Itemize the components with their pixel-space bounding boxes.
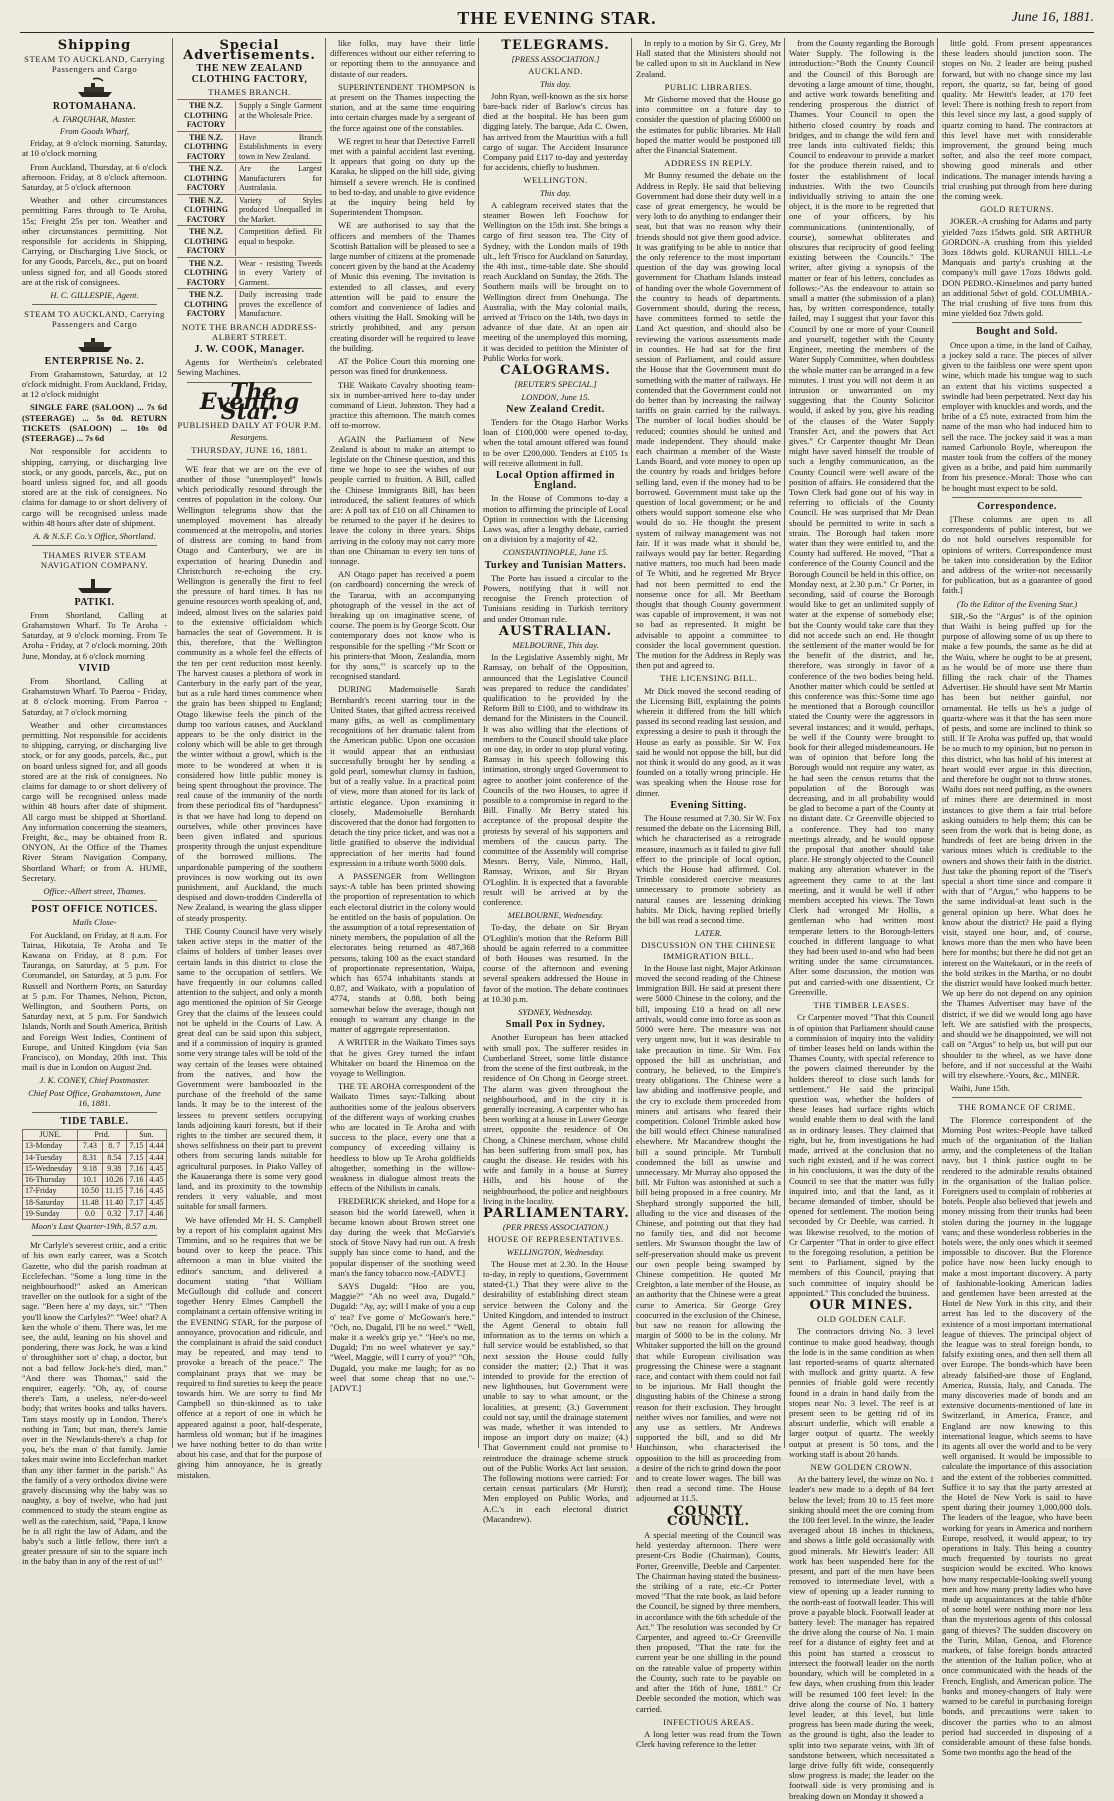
news-paragraph: A WRITER in the Waikato Times says that he gives Grey turned the infant Whitaker on board the Hinemoa on the voyage to Wellington.	[330, 1037, 475, 1078]
tide-table	[22, 1129, 167, 1220]
letter-address: (To the Editor of the Evening Star.)	[956, 598, 1078, 609]
news-paragraph: The contractors driving No. 3 level continue to make good headway, though the lode is in the same condition as when last reported-seams of quartz alternated with mullock and gritty quartz. A few pennies of friable gold were recently found in a drain in hand daily from the stopes near No. 3 level. The reef is at present seen to be getting rid of its abscurt underlie, which will enable a larger output of quartz. The weekly output at present is 50 tons, and the working staff is about 20 hands.	[789, 1326, 934, 1459]
dateline-time: WELLINGTON, Wednesday.	[506, 1246, 605, 1257]
ad-row	[177, 194, 322, 226]
tide-cell: 7.15	[126, 1152, 146, 1163]
news-headline: New Zealand Credit.	[506, 403, 605, 415]
dateline-place: WELLINGTON.	[523, 175, 588, 186]
tide-cell: 4.46	[146, 1208, 166, 1219]
news-paragraph: WE are authorised to say that the officers and members of the Thames Scottish Battalion will be pleased to see a large number of citizens at the promenade concert given by the band at the Academy of Music this evening. The invitation is extended to all classes, and every attention will be paid to ensure the comfort and convenience of ladies and others visiting the Hall. Smoking will be strictly prohibited, and any person creating disorder will be required to leave the building.	[330, 220, 475, 353]
ad-row-text: Are the Largest Manufacturers for Australasia.	[235, 164, 322, 193]
news-paragraph: A PASSENGER from Wellington says:-A table has been printed showing the proportion of representation to which each electoral district in the colony would be entitled on the basis of population. On the assumption of a total representation of ninety members, the population of all the electorates being returned as 487,368 persons, taking 100 as the exact standard of proportionate representation, Waipa, which has 6574 inhabitants stands at 0.87, and Waikato, with a population of 4774, stands at 0.88, both being somewhat below the average, though not enough to warrant any change in the matter of aggregate representation.	[330, 871, 475, 1035]
tide-cell: 7.16	[126, 1186, 146, 1197]
ad-row-text: Daily increasing trade proves the excellence of Manufacture.	[235, 290, 322, 319]
ad-manager: J. W. COOK, Manager.	[194, 343, 305, 355]
ad-row-label: THE N.Z. CLOTHING FACTORY	[183, 258, 228, 287]
news-paragraph: The House met at 2.30. In the House to-day, in reply to questions, Government stated-(1.) That they were alive to the desirability of establishing direct steam service between the Colony and the United Kingdom, and intended to instruct the Agent General to obtain full information as to the terms on which a full service would be established, so that next session the House could fully consider the matter; (2.) That it was intended to provide for the erection of new lighthouses, but Government were unable to say to what amount, or the localities, at present; (3.) Government could not say, until the drainage statement was made, whether it was intended to impose an import duty on maize; (4.) That Government could not promise to reintroduce the drainage scheme struck out of the Public Works Act last session. The following motions were carried: For certain census particulars (Mr Hurst); Men employed on Public Works, and A.C.'s in each electoral district (Macandrew).	[483, 1258, 628, 1524]
news-paragraph: THE Waikato Cavalry shooting team-six in number-arrived here to-day under command of Lieut. Johnston. They had a practice this afternoon. The match comes off to-morrow.	[330, 379, 475, 431]
tide-row	[23, 1197, 167, 1208]
dateline-time: SYDNEY, Wednesday.	[518, 1007, 593, 1018]
ad-row-text: Have Branch Establishments in every town in New Zealand.	[235, 133, 322, 162]
column-shipping	[18, 38, 171, 1567]
subheading: LATER.	[694, 928, 723, 939]
tide-cell: 10.26	[102, 1175, 126, 1186]
subheading: DISCUSSION ON THE CHINESE IMMIGRATION BILL.	[641, 940, 776, 961]
ad-row-label: THE N.Z. CLOTHING FACTORY	[183, 132, 228, 161]
moon-phase: Moon's Last Quarter-19th, 8.57 a.m.	[31, 1220, 158, 1231]
divider	[32, 304, 157, 305]
ad-row-label: THE N.Z. CLOTHING FACTORY	[183, 227, 228, 256]
news-paragraph: Tenders for the Otago Harbor Works loan of £100,000 were opened to-day, when the total amount offered was found to be over £200,000. Tenders at £105 1s will receive allotment in full.	[483, 416, 628, 468]
news-paragraph: DURING Mademoiselle Sarah Bernhardt's recent starring tour in the United States, that gifted actress received many gifts, as well as complimentary recognitions of her dramatic talent from the American public. Upon one occasion it would appear that an enthusiast successfully brought her by sending a gold pearl, somewhat clumsy in fashion, but of a really value. In a practical point of view, more than atoned for its lack of artistic elegance. Upon examining it closely, Mademoiselle Bernhardt discovered that the donor had forgotten to detach the tiny price ticket, and was not a little gratified to observe the individual appreciation of her merits had found expression in a tribute worth 5000 dols.	[330, 684, 475, 868]
news-headline: THE ROMANCE OF CRIME.	[958, 1102, 1076, 1113]
news-paragraph: AGAIN the Parliament of New Zealand is about to make an attempt to legislate on the Chinese question, and this time we hope to see the wishes of our people carried to fruition. A Bill, called the Chinese Immigrants Bill, has been introduced, the salient features of which are: A poll tax of £10 on all Chinamen to be returned to the payer if he desires to leave the colony in three years. Ships arriving in the colony may not carry more than one Chinaman to every ten tons of tonnage.	[330, 433, 475, 566]
tide-cell: 18-Saturday	[23, 1197, 78, 1208]
dateline-place: AUCKLAND.	[528, 66, 583, 77]
tide-cell: 13-Monday	[23, 1141, 78, 1152]
dateline-time: CONSTANTINOPLE, June 15.	[502, 547, 609, 558]
section-heading-parliamentary: PARLIAMENTARY.	[483, 1205, 630, 1221]
section-heading-telegrams: TELEGRAMS.	[501, 38, 610, 53]
column-telegrams	[479, 38, 632, 1524]
divider	[32, 900, 157, 901]
divider	[32, 1235, 157, 1236]
tide-cell: 11.15	[102, 1186, 126, 1197]
ad-heading: THE NEW ZEALAND CLOTHING FACTORY,	[191, 63, 308, 85]
ad-agents: Agents for Wertheim's celebrated Sewing Machines.	[177, 357, 322, 378]
divider	[952, 1097, 1082, 1098]
tide-cell: 10.50	[78, 1186, 102, 1197]
ship-notice: Weather and other circumstances permitting. Not responsible for accidents to shipping, carrying, or discharging live stock, or for any goods, parcels, &c., put on board unless signed for, and all goods stored are at the risk of consignees. No claims for damage to or short delivery of cargo will be recognised unless made within 48 hours after date of shipment. All cargo must be shipped at Shortland. Any information concerning the steamers, Freight, &c., may be obtained from R. ONYON, At the Office of the Thames River Steam Navigation Company, Shortland Wharf; or from A. HUME, Secretary.	[22, 719, 167, 883]
news-paragraph: JOKER.-A crushing for Adams and party yielded 7ozs 15dwts gold. SIR ARTHUR GORDON.-A crushing from this yielded 3ozs 18dwts gold. KURANUI HILL.-Le Manquais and party's crushing at the company's mill gave 17ozs 18dwts gold. DON PEDRO.-Kinselmos and party batted an additional 5dwt of gold. COLUMBIA.-The trial crushing of five tons from this mine yielded 6oz 7dwts gold.	[942, 216, 1092, 319]
editorial: WE fear that we are on the eve of another of those "unemployed" howls which periodically resound through the centres of population in the colony. Our Wellington telegrams show that the unemployed movement has already commenced at the metropolis, and stories of distress are coming to hand from Otago and Canterbury, we are in expectation of hearing Dunedin and Christchurch re-echoing the cry. Wellington is generally the first to feel the pressure of hard times. It has no genuine resources worth speaking of, and, indeed, almost lives on the salaries paid to the extensive officialdom which barnacles the seat of Government. It is this, therefore, that the Wellington community as a whole feel the effects of the ten per cent reduction most keenly. The harvest causes a plethora of work in Canterbury in the early part of the year, but as a rule hard times commence when the grain has been shipped to England; Otago likewise feels the pinch of the dump too various causes, and Auckland appears to be the only district in the colony which will be able to get through the winter without a growl, which is the more to be wondered at when it is considered how little public money is being spent throughout the province. The real cause of the immunity of the north from these periodical fits of "hardupness" is that we have had long to depend on ourselves, while other provinces have been given inflated and spurious prosperity through the unjust expenditure of the borrowed millions. The unpardonable pampering of the southern provinces is now working out its own punishment, and Auckland, the much despised and down-trodden Cinderella of New Zealand, is wearing the glass slipper of steady prosperity.	[177, 463, 322, 923]
post-notices: For Auckland, on Friday, at 8 a.m. For Tairua, Hikutaia, Te Aroha and Te Kawana on Friday, at 8 p.m. For Tauranga, on Saturday, at 5 p.m. For Coromandel, on Saturday, at 5 p.m. For Russell and Northern Ports, on Saturday at 5 p.m. For Thames, Nelson, Picton, Wellington, and Southern Ports, on Saturday next, at 5 p.m. For Sandwich Islands, North and South America, British and Foreign West Indies, Continent of Europe, and United Kingdom (via San Francisco), on Monday, 20th inst. This mail is due in London on August 2nd.	[22, 929, 167, 1073]
ad-row	[177, 288, 322, 320]
subheading: ADDRESS IN REPLY.	[664, 158, 753, 169]
house-heading: HOUSE OF REPRESENTATIVES.	[487, 1234, 624, 1245]
subheading: THE LICENSING BILL.	[659, 673, 758, 684]
tide-header-cell: JUNE.	[23, 1130, 78, 1141]
news-paragraph: THE TE AROHA correspondent of the Waikato Times says:-Talking about authorities some of the jealous observers of the different ways of working crushes who are located in Te Aroha and with success to the place, every one that a compuncy of exceeding villainy is heedless to blow up Te Aroha goldfields altogether, something in the willow-weakness in dialogue almost treats the effects of the Nihilists in canals.	[330, 1081, 475, 1194]
section-heading-county-council: COUNTY COUNCIL.	[667, 1503, 750, 1529]
subheading: PUBLIC LIBRARIES.	[664, 81, 753, 92]
news-paragraph: The House resumed at 7.30. Sir W. Fox resumed the debate on the Licensing Bill, which he characterised as a retrograde measure, inasmuch as it failed to give full effect to the principle of local option, which the House had affirmed. Col. Trimble considered coercive measures unnecessary to promote sobriety as natural causes are lessening drinking habits. Mr Dick, having replied briefly the bill was read a second time.	[636, 813, 781, 926]
ad-heading: STEAM TO AUCKLAND, Carrying Passengers and Cargo	[24, 309, 165, 330]
divider	[32, 1112, 157, 1113]
editorial: We have offended Mr H. S. Campbell by a report of his complaint against Mrs Timmins, and so he requires that we be bound over to keep the peace. This afternoon a man in blue visited the editor's sanctum, and delivered a document stating "that William McGullough did collude and concert together Henry Elmes Campbell the complainant a certain offensive writing in the EVENING STAR, for the purpose of annoyance, provocation and ridicule, and the complainant is afraid the said conduct may be repeated, and may tend to provoke a breach of the peace." The complainant prays that we may be required to find sureties to keep the peace towards him. We are sorry to find Mr Campbell so thin-skinned as to take offence at a report of one in which he appeared against a poor, half-desperate, harmless old woman; but if he imagines we have nothing better to do than write about his case, and that for the purpose of giving him annoyance, he is greatly mistaken.	[177, 1214, 322, 1480]
tide-cell: 7.16	[126, 1163, 146, 1174]
ad-row-text: Wear - resisting Tweeds in every Variety of Garment.	[235, 259, 322, 288]
tide-cell: 7.15	[126, 1141, 146, 1152]
tide-row	[23, 1175, 167, 1186]
section-heading-australian: AUSTRALIAN.	[498, 623, 613, 639]
news-paragraph: The Porte has issued a circular to the Powers, notifying that it will not recognise the French protection of Tunisians residing in Turkish territory and under Ottoman rule.	[483, 572, 628, 624]
section-heading-special-ads: Special Advertisements.	[183, 38, 316, 64]
news-paragraph: FREDERICK shrieked, and Hope for a season bid the world farewell, when it became known about Brown street one day during the week that McGarvie's stock of Stove Navy had run out. A fresh supply has since come to hand, and the popular dispenser of the soothing weed man's the fancy tobacco now.-[ADVT.]	[330, 1196, 475, 1278]
tide-cell: 4.45	[146, 1197, 166, 1208]
tide-cell: 9.18	[78, 1163, 102, 1174]
anecdote: Mr Carlyle's severest critic, and a critic of his own early career, was a Scotch Gazette, who did the parish roadman at Ecclefechan. "Some a long time in the neighbourhood!" asked an American traveller on the outlook for a sight of the sage. "Been here a' my days, sir." "Then you'll know the Carlyles?" "Wee! ohat? A ken the whole o' them. There was, let me see, the auld, leaning on his shovel and pondering, there was Jock, he was a kind o' throughither sort o' chap, a doctor, but not a bad fellow Jock-he's died, man." "And there was Thomas," said the enquirer, eagerly. "Oh, ay, of course there's Tam, a useless, ne'er-do-weel body; that writes books and talks havers. Tam stays mostly up in London. There's nothing in Tam; but man, there's Jamie over in the Newlands-there's a chap for you, he's the man o' that family. Jamie takes mair swine into Ecclefechan market than any ither farmer in the parish." As the family of a very orthodox divine were gravely discussing why the baby was so naughty, a boy of twelve, who had just commenced to study the steam engine as well as the catechism, said, "Papa, I know he is all right the law of Adam, and the baby's such a little fellow, there isn't a greater pressure of sin to the square inch in the baby than in any of the rest of us!"	[22, 1240, 167, 1567]
news-paragraph: In the House last night, Major Atkinson moved the second reading of the Chinese Immigration Bill. He said at present there were 5000 Chinese in the colony, and the bill, imposing £10 a head on all new arrivals, would come into force as soon as 5000 were here. The measure was not very urgent now, but it was desirable to take precaution in time. Sir Wm. Fox opposed the bill as unchristian, and contrary, he believed, to the Empire's treaty obligations. The Chinese were a law abiding and inoffensive people, and the cry to exclude them proceeded from miners and artisans who feared their competition. Colonel Trimble asked how the bill would effect Chinese naturalised elsewhere. Mr Macandrew thought the bill a sound principle. Mr Turnbull condemned the bill as unwise and unnecessary. Mr Murray also opposed the bill. Mr Fulton was astonished at such a bill being proposed in a free country. Mr Shephard strongly supported the bill, alluding to the vice and diseases of the Chinese, and pointing out that they had no family ties, and did not become settlers. Mr Swanson thought the law of self-preservation should make us prevent our own people being swamped by Chinese competition. He quoted Mr Creighton, a late member of the House, as an authority that the Chinese were a great curse to America. Sir George Grey concurred in the exclusion of the Chinese, but saw no reason for allowing the margin of 5000 to be in the colony. Mr Whitaker supported the bill on the ground that while European civilisation was progressing the Chinese were a stagnant race, and contact with them could not fail to be injurious. Mr Hall thought the disgusting habits of the Chinese a strong reason for their exclusion. They brought neither wives nor families, and were not any use as settlers. Mr Andrews supported the bill, and so did Mr Hutchinson, who characterised the opposition to the bill as proceeding from a desire of the rich to grind down the poor and to create lower wages. The bill was then read a second time. The House adjourned at 11.5.	[636, 962, 781, 1504]
subheading: GOLD RETURNS.	[980, 204, 1054, 215]
news-paragraph: AT the Police Court this morning one person was fined for drunkenness.	[330, 356, 475, 377]
tide-row	[23, 1208, 167, 1219]
news-paragraph: from the County regarding the Borough Water Supply. The following is the introduction:-"Both the County Council and the Council of this Borough are devoting a large amount of time, thought, and active work towards benefiting and rendering prosperous the district of Thames. Your Council to open the hitherto closed country by roads and bridges, and to change the wild fern and tree lands into cultivated fields; this Council to endeavour to provide a market for the produce therein raised, and to foster the establishment of local industries. With the two Councils individually striving to attain the one object, it is the more to be regretted that one of your officers, by his communications (unintentionally, of course), somewhat obliterates and obscures that reciprocity of good feeling existing between the Councils." The writer, after giving a synopsis of the matter or fear of his letters, concludes as follows:-"As the endeavour to attain so small a matter (the submission of a plan) has, by written correspondence, totally failed, may I suggest that your favor this Council by one or more of your Council and yourself, together with the County Engineer, meeting the members of the Water Supply Committee, when doubtless the whole matter can be arranged in a few minutes. I trust you will not deem it an intrusion or unwarranted on my suggesting that the County Solicitor would, if asked by you, give his reading of the clauses of the Water Supply Transfer Act, and the powers that Act gives." Cr Carpenter thought Mr Dean might have saved himself the trouble of such a lengthy communication, as the County Council were well aware of the position of affairs. He considered that the Town Clerk had gone out of his way in referring to officials of the County Council. He was surprised that Mr Dean should be permitted to write in such a strain. The Borough had taken more water than they were entitled to, and the County had suffered. He moved, "That a conference of the County Council and the Borough Council be held in this office, on Monday next, at 2.30 p.m." Cr Porter, in seconding, said of course the Borough would like to get an unlimited supply of water at the expense of somebody else; but the County would take care that they did not accede such an end. He thought the settlement of the matter would be for the benefit of the district, and he, therefore, was strongly in favor of a conference of the two bodies being held. Another matter which could be settled at this conference was this:-Some time ago he mentioned that a Borough councillor stated the County were the aggressors in several instances; and it would, perhaps, be well if the County were brought to book for their alleged misdemeanours. He was of opinion that before long the Borough would not require any water, as he had seen the census returns that the population of the Borough was decreasing, and in all probability would be glad to become a part of the County at no distant date. Cr Greenville objected to a conference. They had too many meetings already, and he would oppose the proposal that another should take place. He strongly objected to the Council making any alteration whatever in the agreement they came to at the last meeting, and it would be well if other members accepted his views. The Town Clerk had wronged Mr Hollis, a gentleman who had written most temperate letters to the Borough-letters couched in different language to what they had been used to-and who had been writing under the same circumstances. After some discussion, the motion was put and carried-with one dissentient, Cr Greenville.	[789, 38, 934, 997]
editorial: THE County Council have very wisely taken active steps in the matter of the claims of holders of timber leases over certain lands in this district to close the same to the occupation of settlers. We have frequently in our columns called attention to the subject, and only a month ago mentioned the opinion of Sir George Grey that the claims of the lessees could not be upheld in the Courts of Law. A great deal can be said upon this subject, and if a commission of inquiry is granted some very strange tales will be told of the way certain of the leases were obtained from the natives, and how the Government were bamboozled in the purchase of the freehold of the same lands. It may be to the interest of the lessees to prevent settlers occupying lands adjoining kauri forests, but if their rights to the timber are secured them, it shows selfishness on their part to prevent others from securing lands suitable for agricultural purposes. In Piako Valley of the Kauaeranga there is some very good land, and its proximity to the township renders it very valuable, and most suitable for small farmers.	[177, 925, 322, 1212]
ad-row	[177, 162, 322, 194]
letter-signoff: Waihi, June 15th.	[950, 1083, 1010, 1094]
letter-body: SIR,-So the "Argus" is of the opinion that Waihi is being puffed up for the purpose of allowing some of us up there to make a few pounds, the same as he did at the Waiu, where he ought to be at present, as he would be of more use there than filling the rack chair of the Thames Advertiser. He should have sent Mr Martin has been but neither gainful, nor ornamental. He tells us he's a judge of quartz-where was it that the has seen more of pests, and some are inclined to think so still. If Te Aroha was puffed up, that would be so much to my opinion, but no person in this district, who has hold of his interest at heart would ever argue in this direction, and therefore he ought not to throw stones. Waihi does not need puffing, as the owners of mines there are determined in most instances to give them a fair trial before asking outsiders to help them; this can be seen from the work that is being done, as hundreds of feet are being driven in the various mines which is creditable to the owners and shows their faith in the district. Just take the phoning report of the 'Tiser's special a short time since and compare it with that of "Argus," who happens to be the same individual-at least such is the general opinion up here. What does he know about the district? He paid a flying visit, stayed one hour, and, of course, knows more than the men who have been here for months; but there he did not get an interest on the Waitekauri, or in the reefs of the bold strikes in the Martha, or no doubt the district would have looked much better. We up here do not depend on any opinion the Thames Advertiser may have of the district, if we did we would long ago have left. We are satisfied with the prospects, and should we be disappointed, we will not call on "Argus" to help us, but will put our shoulder to the wheel, as we have done before, and if not successful at the Waihi will try elsewhere.-Yours, &c., MINER.	[942, 610, 1092, 1080]
tide-cell: 16-Thursday	[23, 1175, 78, 1186]
tide-cell: 4.45	[146, 1175, 166, 1186]
postmaster: J. K. CONEY, Chief Postmaster.	[39, 1075, 150, 1086]
section-heading-correspondence: Correspondence.	[977, 500, 1057, 512]
news-headline: Bought and Sold.	[976, 326, 1058, 338]
ship-departure: From Goods Wharf,	[59, 126, 130, 137]
column-advertisements	[173, 38, 326, 1480]
divider	[952, 322, 1082, 323]
news-paragraph: In the House of Commons to-day a motion to affirming the principle of Local Option in connection with the Licensing Laws was, after a lengthy debate, carried on a division by a majority of 42.	[483, 493, 628, 545]
tide-cell: 15-Wednesday	[23, 1163, 78, 1174]
editor-note: [These columns are open to all correspondents of public interest, but we do not hold ourselves responsible for opinions of writers. Correspondence must be taken into consideration by the Editor and address of the writer-not necessarily for publication, but as a guarantee of good faith.]	[942, 513, 1092, 596]
ship-schedule: Friday, at 9 o'clock morning. Saturday, at 10 o'clock morning	[22, 138, 167, 159]
subheading: INFECTIOUS AREAS.	[663, 1716, 754, 1727]
news-paragraph: little gold. From present appearances these leaders should junction soon. The stopes on No. 2 leader are being pushed forward, but with no change since my last report, the quartz, so far, being of good quality. Mr Hewitt's leader, at 170 feet level: There is nothing fresh to report from this level since my last, a good supply of quartz coming to hand. The contractors at this level have met with considerable improvement, the ground being much softer, and also the reef more compact, showing good minerals and other indications. The manager intends having a trial crushing put through from here during the coming week.	[942, 38, 1092, 202]
tide-cell: 0.0	[78, 1208, 102, 1219]
paper-nameplate: The Evening Star.	[199, 378, 300, 425]
news-paragraph: John Ryan, well-known as the six horse bare-back rider of Barlow's circus has died at the hospital. He has been gum digging lately. The barque, Ada C. Owen, has arrived from the Mauritius with a full cargo of sugar. The Accident Insurance Company paid £117 to-day and yesterday for accidents, chiefly to bushmen.	[483, 90, 628, 173]
ad-row-label: THE N.Z. CLOTHING FACTORY	[183, 290, 228, 319]
tide-cell: 19-Sunday	[23, 1208, 78, 1219]
tide-cell: 8.54	[102, 1152, 126, 1163]
section-heading-shipping: Shipping	[57, 38, 132, 53]
tide-cell: 7.16	[126, 1175, 146, 1186]
issue-date: June 16, 1881.	[1011, 10, 1094, 25]
news-paragraph: A special meeting of the Council was held yesterday afternoon. There were present-Crs Bodie (Chairman), Coutts, Porter, Greenville, Deeble and Carpenter. The Chairman having stated the business-the striking of a rate, etc.-Cr Porter moved "That the rate book, as laid before the Council, be signed by three members, in accordance with the 6th schedule of the Act." The resolution was seconded by Cr Carpenter, and agreed to.-Cr Greenville then proposed, "That the rate for the current year be one shilling in the pound on the rateable value of property within the County, such rate to be payable on and after the 16th of June, 1881." Cr Deeble seconded the motion, which was carried.	[636, 1530, 781, 1714]
tide-cell: 0.32	[102, 1208, 126, 1219]
column-parliament	[632, 38, 785, 1750]
steamship-icon	[75, 573, 115, 595]
news-paragraph: Cr Carpenter moved "That this Council is of opinion that Parliament should cause a commission of inquiry into the validity of timber leases held on lands within the Thames County, with special reference to the powers claimed thereunder by the holders thereof to close such lands for settlement." He said the principal question was, whether the holders of these leases had surface rights which would enable them to deal with the land as in ordinary leases. They claimed that right, but he, from investigations he had made, arrived at the conclusion that no such right existed, and if he was correct in his conclusions, it was the duty of the Council to see that the matter was fully inquired into, and that the land, as it became demanded of timber, should be opened for settlement. The motion being seconded by Cr Deeble, was carried. It was likewise resolved, to the motion of Cr Carpenter "That in order to give effect to the foregoing resolution, a petition be sent to Parliament, signed by the members of this Council, praying that such committee of inquiry should be appointed." This concluded the business.	[789, 1012, 934, 1298]
news-headline: Turkey and Tunisian Matters.	[484, 559, 627, 571]
tide-cell: 4.44	[146, 1141, 166, 1152]
divider	[187, 459, 312, 460]
press-association: (PER PRESS ASSOCIATION.)	[502, 1222, 609, 1233]
column-local-news	[326, 38, 479, 1448]
tide-cell: 9.38	[102, 1163, 126, 1174]
tide-cell: 8. 7	[102, 1141, 126, 1152]
ship-schedule: From Shortland, Calling at Grahamstown Wharf. To Paeroa - Friday, at 8 o'clock morning. From Paeroa - Saturday, at 7 o'clock morning	[22, 675, 167, 717]
news-paragraph: Mr Dick moved the second reading of the Licensing Bill, explaining the points wherein it differed from the bill which passed its second reading last session, and expressing a desire to push it through the House as early as possible. Sir W. Fox said he would not oppose the bill, but did not think it would do any good, as it was founded on a totally wrong principle. He was speaking when the House rose for dinner.	[636, 685, 781, 798]
ad-branch: THAMES BRANCH.	[208, 86, 291, 97]
news-paragraph: AN Otago paper has received a poem (on cardboard) concerning the wreck of the Tararua, with an accompanying photograph of the vessel in the act of breaking up on imaginative scene, of course. The poem is by George Scott. Our contemporary does not know who is responsible for the spelling -"Mr Scott or his printers-that 'Moon, Zealandia, morn for thy sons,'" is scarcely up to the recognised standard.	[330, 569, 475, 682]
shipping-agent: A. & N.S.F. Co.'s Office, Shortland.	[33, 530, 156, 541]
column-mines-correspondence	[938, 38, 1096, 1758]
local-news-items	[330, 82, 475, 1393]
ad-row	[177, 257, 322, 289]
news-paragraph: The Florence correspondent of the Morning Post writes:-People have talked much of the organisation of the Italian army, and the completeness of the Italian navy, but I think justice ought to be rendered to the admirable results obtained in the organisation of the Italian police. Foreigners used to complain of robberies at hotels. People also believed that jewels and money missing from their trunks had been stolen during the journey in the luggage vans; and these wonderless robberies in the hotels were, the only ones which it seemed impossible to discover. But the Florence police have now been lucky enough to make a most important discovery. A party of fashionable-looking American ladies and gentlemen have been arrested at the Hotel de New York in this city, and their arrest has led to the discovery of the existence of a most important international league of thieves. The principal object of the league was to steal foreign bonds, to falsify existing ones, and then sell them all over Europe. The bonds-which have been already falsified-are those of England, America, Russia, Italy, and Canada. The many discoveries made of bonds and an extensive documents-mentioned of late in Switzerland, in America, France, and England are now knowing to this international league, which seems to have its agents all over the world and to be very well organised. It would be impossible to calculate the importance of this association and the extent of the robberies committed. Suffice it to say that the party arrested at the Hotel de New York is said to have spent during their journey 1,000,000 dols. The leaders of the league, who have been working for years in America and northern Europe, resolved, it would appear, to try operations in Italy. This being a country much frequented by tourists no great suspicion would be excited. Who knows how many respectable-looking swell young men and how many pretty ladies who have made up acquaintances at the table d'hôte of some hotel were nothing more nor less than the mysterious agents of this colossal gang of thieves? The sudden discovery on the Turin, Milan, Genoa, and Florence markets, of false foreign bonds attracted the attention of the Italian police, who at once communicated with the heads of the French, English, and American police. The banks and money-changers of Italy were warned to be careful in purchasing foreign bonds, and precautions were taken to discover the parties who to an almost period had succeeded in disposing of a considerable amount of these false bonds. Some two months ago the head of the	[942, 1114, 1092, 1758]
subheading: THE TIMBER LEASES.	[813, 1000, 910, 1011]
dateline-time: This day.	[539, 187, 572, 198]
tide-header-cell: Prid.	[78, 1130, 127, 1141]
newspaper-title: THE EVENING STAR.	[457, 8, 657, 28]
tide-row	[23, 1152, 167, 1163]
tide-cell: 7.17	[126, 1197, 146, 1208]
press-association: [PRESS ASSOCIATION.]	[511, 54, 600, 65]
tide-cell: 11.48	[78, 1197, 102, 1208]
tide-cell: 14-Tuesday	[23, 1152, 78, 1163]
office-address: Office:-Albert street, Thames.	[43, 886, 146, 897]
masthead	[20, 6, 1094, 33]
section-heading-our-mines: OUR MINES.	[809, 1297, 914, 1313]
ship-name: ROTOMAHANA.	[52, 100, 137, 112]
tide-row	[23, 1163, 167, 1174]
ship-schedule: From Auckland, Thursday, at 6 o'clock afternoon. Friday, at 8 o'clock afternoon. Saturday, at 5 o'clock afternoon	[22, 161, 167, 193]
section-heading-tide-table: TIDE TABLE.	[60, 1116, 129, 1128]
ship-name: PATIKI.	[74, 596, 115, 608]
dateline: THURSDAY, JUNE 16, 1881.	[191, 444, 308, 455]
news-headline: Evening Sitting.	[670, 799, 747, 811]
news-paragraph: In the Legislative Assembly night, Mr Ramsay, on behalf of the Opposition, announced that the Legislative Council was prepared to reduce the candidates' qualification to be provided by the Reform Bill to £100, and to withdraw its demand for the Ministers in the Council. It was also willing that the elections of members to the Council should take place on one day, in order to stop plural voting. Ramsay in his speech following this intimation, strongly urged Government to agree to another joint conference of the Councils of the two Houses, to agree if possible to a compromise in regard to the Bill. Finally Mr Berry stated his acceptance of the proposal despite the protests by several of his supporters and members of the caucus party. The committee of the Assembly will comprise Messrs. Berry, Vale, Nimmo, Hall, Ramsay, Wrixon, and Sir Bryan O'Loghlin. It is expected that a favorable result will be arrived at by the conference.	[483, 652, 628, 908]
news-paragraph: In reply to a motion by Sir G. Grey, Mr Hall stated that the Ministers should not be called upon to sit in Auckland in New Zealand.	[636, 38, 781, 79]
news-paragraph: WE regret to hear that Detective Farrell met with a painful accident last evening. It appears that going on duty up the Karaka, he slipped on the hill side, giving himself a severe wrench. He is confined to bed to-day, and unable to give evidence at the inquiry being held by Superintendent Thompson.	[330, 135, 476, 218]
ship-name: ENTERPRISE No. 2.	[44, 355, 145, 367]
news-headline: Small Pox in Sydney.	[505, 1019, 606, 1031]
ship-master: A. FARQUHAR, Master.	[52, 113, 137, 124]
news-paragraph: Mr Bunny resumed the debate on the Address in Reply. He said that believing Government had done their duty well in a case of great emergency, he would be very loth to do anything to endanger their seat, but that was no reason why their friends should not give them good advice. It was gratifying to be able to notice that the only reference to the most important question of the day was growing local government for Chatham Islands instead of handing over the whole Government of the country to heads of departments. Government should, during the recess, have committees formed to settle the Land Act question, and should also be reviewing the various assessments made in counties. He had sat for the first session of Parliament, and could assure the House that the Government must do something with the matter of railways. He contended that the Government could not do better than by increasing the railway tariffs on grain carried by the railways. The number of local bodies should be reduced; counties should be united and made independent. They should make each chairman a member of the Waste Lands Board, and vote money to open up the country by roads and bridges before selling land, even if the money had to be borrowed. Government must take up the question of local government; or he and others would support someone else who would do so. He thought the present system of railway management was not fair. If it was made what it should be, railways would pay far better. Regarding native matters, too much had been made of Te Whiti, and he regretted Mr Bryce had not been permitted to end the nonsense once for all. Mr Beetham thought that though County government was capable of improvement, it was not so bad as represented. It might be advisable to appoint a committee to consider the local government question. The motion for the Address in Reply was then put and agreed to.	[636, 170, 781, 671]
ship-notice: Not responsible for accidents to shipping, carrying, or discharging live stock, or any goods, parcels, &c., put on board unless signed for, and all goods stored are at the risk of consignees. No claims for damage to or short delivery of cargo will be recognised unless made within 48 hours after date of shipment.	[22, 446, 167, 528]
tide-cell: 4.44	[146, 1152, 166, 1163]
ad-heading: THAMES RIVER STEAM NAVIGATION COMPANY.	[40, 550, 149, 571]
fare-table: SINGLE FARE (SALOON) ... 7s 6d (STEERAGE) ... 5s 0d. RETURN TICKETS (SALOON) ... 10s 0d (STEERAGE) ... 7s 6d	[22, 402, 167, 444]
divider	[952, 497, 1082, 498]
ad-row-label: THE N.Z. CLOTHING FACTORY	[183, 101, 228, 130]
steamship-icon	[75, 77, 115, 99]
tide-row	[23, 1141, 167, 1152]
dateline-time: LONDON, June 15.	[521, 391, 590, 402]
ship-notice: Weather and other circumstances permitting Fares through to Te Aroha, 15s; Freight 25s per ton. Weather and other circumstances permitting. Not responsible for accidents in Shipping, Carrying, or Discharging Live Stock, or for any Goods, Parcels, &c., put on board unless signed for, and all Goods stored are at the risk of consignees.	[22, 195, 167, 287]
column-county	[785, 38, 938, 1801]
ad-row-text: Competition defied. Fit equal to bespoke.	[235, 227, 322, 256]
ad-row-label: THE N.Z. CLOTHING FACTORY	[183, 164, 228, 193]
tide-cell: 10.1	[78, 1175, 102, 1186]
section-heading-cablegrams: CALOGRAMS.	[500, 363, 611, 379]
tide-cell: 7.43	[78, 1141, 102, 1152]
tide-cell: 4.45	[146, 1163, 166, 1174]
subheading: OLD GOLDEN CALF.	[817, 1314, 906, 1325]
ad-row-label: THE N.Z. CLOTHING FACTORY	[183, 195, 228, 224]
news-headline: Local Option affirmed in England.	[496, 469, 615, 492]
ship-schedule: From Shortland, Calling at Grahamstown Wharf. To Te Aroha - Saturday, at 9 o'clock morning. From Te Aroha - Friday, at 7 o'clock morning. 20th June, Monday, at 6 o'clock morning	[22, 609, 167, 661]
ship-schedule: From Grahamstown, Saturday, at 12 o'clock midnight. From Auckland, Friday, at 12 o'clock midnight	[22, 368, 167, 400]
steamship-icon	[75, 332, 115, 354]
mails-close: Mails Close-	[72, 917, 117, 928]
tide-header-cell: Sun.	[126, 1130, 166, 1141]
news-paragraph: To-day, the debate on Sir Bryan O'Loghlin's motion that the Reform Bill should be again referred to a committee of both Houses was resumed. In the course of the afternoon and evening several speakers addressed the House in favor of the motion. The debate continues at 10.30 p.m.	[483, 922, 628, 1004]
shipping-agent: H. C. GILLESPIE, Agent.	[50, 290, 139, 301]
reuters-special: [REUTER'S SPECIAL.]	[514, 379, 597, 390]
news-paragraph: like folks, may have their little differences without our either referring to or reporting them to the annoyance and distaste of our readers.	[330, 38, 475, 79]
tide-row	[23, 1186, 167, 1197]
news-paragraph: Once upon a time, in the land of Caihay, a jockey sold a race. The pieces of silver given to the faithless one were spent upon wine, which made his tongue wag to such an extent that his victims suspected a swindle had been perpetrated. Next day his employer with knuckles and words, and the bribe of a £5 note, extracted from him the name of the man who had induced him to sell the race. The jockey said it was a man named Carbonolo Boyle, whereupon the master took from the coffers of the money given as a bribe, and paid him summarily from his presence.-Moral: Those who can be bought must expect to be sold.	[942, 339, 1092, 493]
tide-cell: 17-Friday	[23, 1186, 78, 1197]
published-line: PUBLISHED DAILY AT FOUR P.M.	[177, 420, 322, 431]
post-office-dateline: Chief Post Office, Grahamstown, June 16, 1881.	[28, 1087, 161, 1108]
ad-heading: STEAM TO AUCKLAND, Carrying Passengers and Cargo	[24, 54, 165, 75]
ad-row	[177, 131, 322, 163]
ad-address: NOTE THE BRANCH ADDRESS- ALBERT STREET.	[181, 321, 318, 342]
news-paragraph: Mr Gisborne moved that the House go into committee on a future day to consider the question of placing £6000 on the estimates for public libraries. Mr Hall hoped the matter would be postponed till after the Financial Statement.	[636, 94, 781, 156]
news-paragraph: SAYS Dugald: "Hoo are you, Maggie?" "Ah no weel ava, Dugald." Dugald: "Ay, ay; will I make of you a cup o' tea? I've gome o' McGowan's here." "Och, no, Dugald, I'll be no weel." "Well, make it a week's grip ye." "Hee's no me, Dugald; I'm no weel whatever ye say." "Weel, Maggie, will I curry of you?" "Oh, Dugald, you make me laugh; for as no weel that some cheap that no use."-[ADVT.]	[330, 1280, 475, 1393]
tide-cell: 8.31	[78, 1152, 102, 1163]
news-paragraph: At the battery level, the winze on No. 1 leader's new made to a depth of 84 feet below the level; from 10 to 15 feet more sinking should meet the ore coming from the 100 feet level. In the winze, the leader averaged about 18 inches in thickness, and shows a little gold occasionally with good minerals. Mr Hewitt's leader: All work has been suspended here for the present, and part of the men have been removed to intermediate level, with a view of opening up a leader running to the north-east of footwall leader. This will prove a payable block. Footwall leader at battery level: The manager has repaired the drive along the course of No. 1 main reef for a distance of eighty feet and at this point has started a crosscut to intersect the footwall leader on the north boundary, which will be completed in a few days, when crushing from this leader will be resumed 100 feet level: In the drive along the course of No. 1 battery level leader, at this level, but little progress has been made during the week, as the ground is tight, also the leader to split into two separate veins, with 3ft of sandstone between, which necessitated a large drive fully 6ft wide, consequently slow progress is made; the leader on the footwall side is very promising and is breaking down on Monday it showed a	[789, 1474, 934, 1801]
ad-row-text: Variety of Styles produced Unequalled in the Market.	[235, 196, 322, 225]
dateline-time: This day.	[539, 78, 572, 89]
news-paragraph: A long letter was read from the Town Clerk having reference to the letter	[636, 1728, 781, 1750]
dateline-time: MELBOURNE, Wednesday.	[507, 910, 604, 921]
news-paragraph: A cablegram received states that the steamer Bowen left Foochow for Wellington on the 15th inst. She brings a cargo of first season tea. The City of Sydney, with the London mails of 19th ult., left 'Frisco for Auckland on Saturday, the 4th inst., time-table date. She should reach Auckland on Sunday, the 26th. The Southern mails will be brought on to Wellington direct from Onehunga. The Australia, with the May colonial mails, arrived at 'Frisco on the 14th, two days in advance of due date. At an open air meeting of the unemployed this morning, it was decided to petition the Minister of Public Works for work.	[483, 199, 628, 363]
section-heading-post-office: POST OFFICE NOTICES.	[31, 904, 158, 916]
tide-cell: 11.40	[102, 1197, 126, 1208]
ship-name: VIVID	[78, 662, 111, 674]
ad-row-text: Supply a Single Garment at the Wholesale Price.	[235, 101, 322, 130]
news-paragraph: Another European has been attacked with small pox. The sufferer resides in Cumberland Street, some little distance from the scene of the first outbreak, in the residence of On Chong in George street. The alarm was given throughout the neighbourhood, and in the city it is generally increasing. A carpenter who has been working at a house in Lower George street, opposite the residence of On Chong, a Chinese merchant, whose child has been suffering from small pox, has caught the disease. He resides with his wife and family in a house at Surrey Hills, and his house of the neighbourhood, the police and neighbours living in the locality.	[483, 1032, 628, 1206]
motto: Resurgens.	[230, 432, 269, 443]
divider	[32, 545, 157, 546]
tide-cell: 4.45	[146, 1186, 166, 1197]
news-paragraph: SUPERINTENDENT THOMPSON is at present on the Thames inspecting the station, and at the same time enquiring into certain charges made by a sergeant of the force against one of the constables.	[330, 81, 475, 133]
tide-header-row	[23, 1130, 167, 1141]
tide-cell: 7.17	[126, 1208, 146, 1219]
subheading: NEW GOLDEN CROWN.	[810, 1462, 913, 1473]
ad-row	[177, 225, 322, 257]
clothing-factory-ad	[177, 99, 322, 320]
ad-row	[177, 99, 322, 131]
dateline-time: MELBOURNE, This day.	[512, 639, 599, 650]
